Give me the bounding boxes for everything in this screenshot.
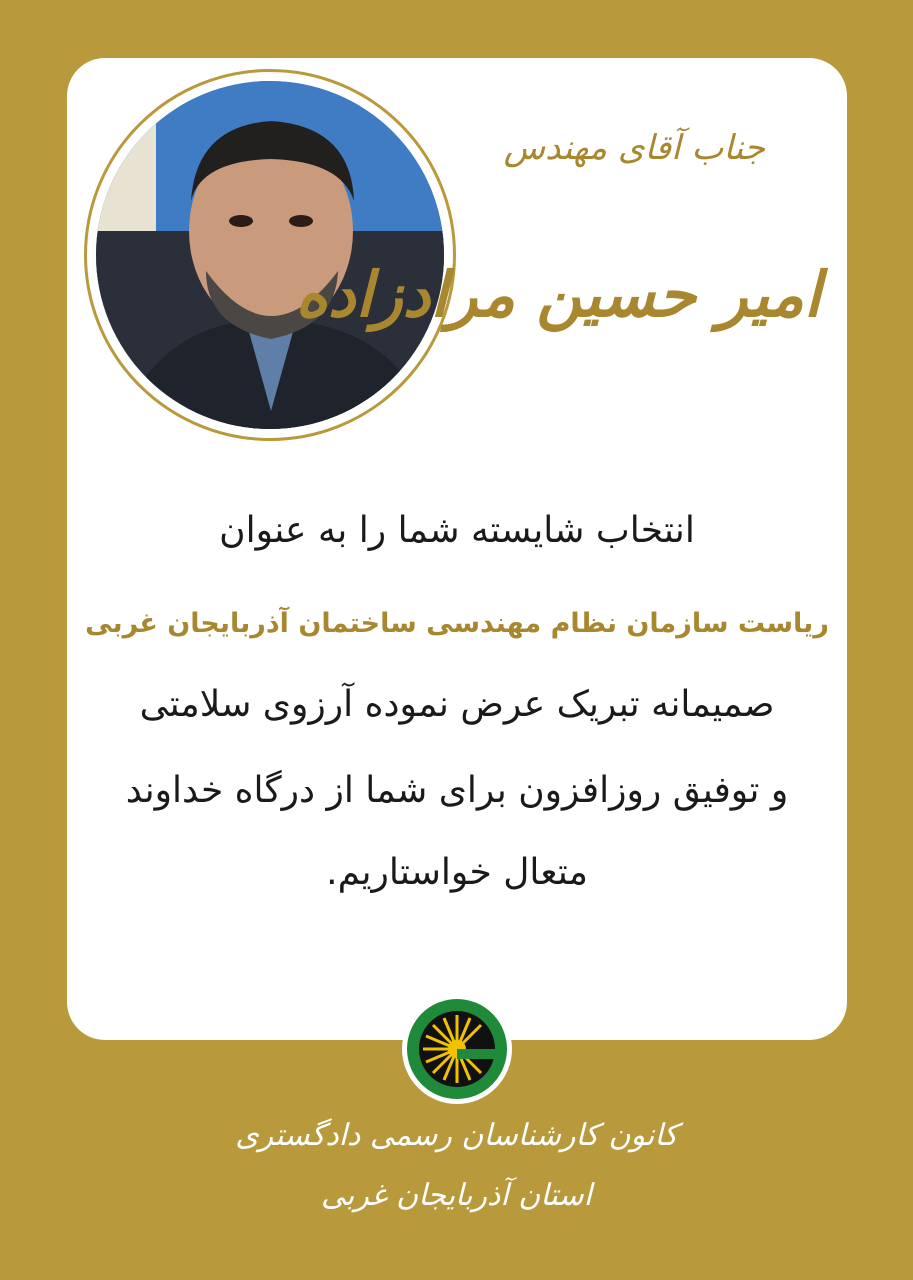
message-line: و توفیق روزافزون برای شما از درگاه خداوند [125,770,789,811]
message-line: انتخاب شایسته شما را به عنوان [219,510,695,551]
salutation-text: جناب آقای مهندس [503,128,765,168]
message-highlight: ریاست سازمان نظام مهندسی ساختمان آذربایجان غربی [85,608,829,639]
organization-province: استان آذربایجان غربی [321,1178,592,1213]
organization-logo [401,993,513,1105]
person-photo-icon [96,81,444,429]
message-line: متعال خواستاریم. [326,852,588,893]
organization-name: کانون کارشناسان رسمی دادگستری [235,1118,678,1153]
sunburst-emblem-icon [401,993,513,1105]
message-line: صمیمانه تبریک عرض نموده آرزوی سلامتی [139,684,775,725]
person-name: امیر حسین مرادزاده [295,258,821,331]
portrait-photo [96,81,444,429]
